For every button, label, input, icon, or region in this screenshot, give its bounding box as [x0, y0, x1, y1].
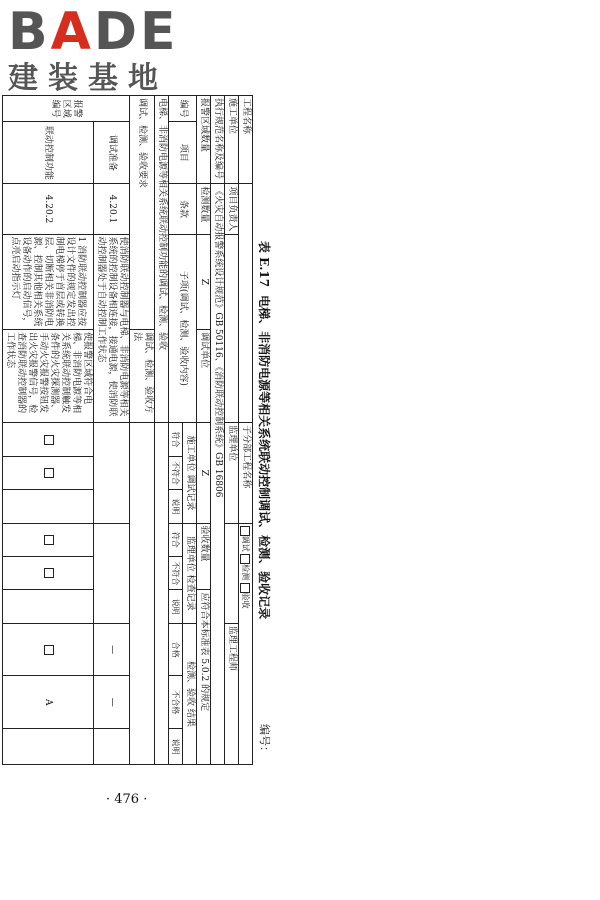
project-name-label: 工程名称 [239, 96, 253, 184]
debug-unit-label: 调试单位 [197, 330, 211, 423]
logo-subtitle: 建装基地 [8, 61, 168, 96]
project-name-value[interactable] [239, 184, 253, 423]
supervision-conform-check[interactable] [3, 523, 94, 556]
standard-note: 应符合本标准表 5.0.2 的规定 [197, 590, 211, 765]
standard-label: 执行规范名称及编号 [211, 96, 225, 184]
section-title: 电梯、非消防电源等相关系统联动控制功能的调试、检测、验收 [155, 96, 169, 423]
row-clause: 4.20.1 [94, 184, 130, 234]
row-section-sub [130, 96, 155, 765]
construction-record-header: 施工单位 调试记录 [183, 423, 197, 523]
project-manager-value[interactable] [225, 234, 239, 423]
row-requirement: 1 消防联动控制器应按设计文件的规定发出控制电梯停于首层或转换层、切断相关非消防电源、控制其他相关系统设备动作的启动信号，点亮启动指示灯 [3, 234, 94, 330]
row-section [155, 96, 169, 765]
row-note-blank [94, 729, 130, 765]
nonconform-header-2: 不符合 [169, 557, 183, 590]
checkbox-inspect[interactable] [240, 554, 250, 564]
row-method: 使报警区域符合电梯、非消防电源等相关系统联动控制触发条件的火灾探测器、手动火灾报警按钮发出火灾报警信号，检查消防联动控制器的工作状态 [3, 330, 94, 423]
section-blank [155, 423, 169, 765]
construction-nonconform-check[interactable] [3, 456, 94, 489]
alarm-zone-number-label: 报警区域编号 [3, 96, 130, 122]
row-clause: 4.20.2 [3, 184, 94, 234]
result-mark: A [3, 676, 94, 729]
row-quantities [197, 96, 211, 765]
table-row [3, 96, 94, 765]
row-construction-blank [94, 423, 130, 523]
record-form [5, 95, 275, 765]
logo-brand [8, 4, 179, 60]
fail-header: 不合格 [169, 676, 183, 729]
row-project [239, 96, 253, 765]
alarm-zone-qty-label: 报警区域数量 [197, 96, 211, 184]
nonconform-header: 不符合 [169, 456, 183, 489]
supervision-unit-label: 监理单位 [225, 423, 239, 523]
result-header: 检测、验收 结果 [183, 623, 197, 764]
form-title [256, 95, 273, 765]
construction-conform-check[interactable] [3, 423, 94, 456]
note-header: 说明 [169, 729, 183, 765]
supervision-nonconform-check[interactable] [3, 557, 94, 590]
logo-accent-letter: A [50, 2, 94, 62]
row-requirement: 使消防联动控制器与电梯、非消防电源等相关系统的控制设备相连接，接通电源，使消防联动控制器处于自动控制工作状态 [94, 234, 130, 423]
supervision-record-header: 监理单位 检查记录 [183, 523, 197, 623]
check-qty-value: Z [197, 234, 211, 330]
check-qty-label: 检测数量 [197, 184, 211, 234]
row-construction [225, 96, 239, 765]
checkbox-debug[interactable] [240, 526, 250, 536]
clause-header: 条款 [169, 184, 197, 234]
accept-qty-label: 验收数量 [197, 523, 211, 590]
check-options: 调试 检测 验收 [239, 523, 253, 764]
table-row [94, 96, 130, 765]
conform-header: 符合 [169, 423, 183, 456]
remark-header-2: 说明 [169, 590, 183, 623]
row-item: 调试准备 [94, 122, 130, 184]
number-label: 编号： [258, 724, 271, 757]
project-manager-label: 项目负责人 [225, 184, 239, 234]
subitem-header: 子项(调试、检测、验收内容) [169, 234, 197, 423]
construction-remark[interactable] [3, 490, 94, 523]
section-sub-blank [130, 423, 155, 765]
bade-logo [8, 4, 179, 96]
standard-value: 《火灾自动报警系统设计规范》GB 50116、《消防联动控制系统》GB 16806 [211, 184, 225, 765]
result-note[interactable] [3, 729, 94, 765]
logo-letters: DE [93, 2, 179, 62]
accept-qty-value: Z [197, 423, 211, 523]
pass-header: 合格 [169, 623, 183, 676]
supervision-engineer-label: 监理工程师 [225, 623, 239, 764]
construction-unit-label: 施工单位 [225, 96, 239, 184]
row-standard [211, 96, 225, 765]
page-number: · 476 · [106, 792, 148, 807]
item-header: 项目 [169, 122, 197, 184]
row-column-heads [183, 96, 197, 765]
section-method: 调试、检测、验收方法 [130, 330, 155, 423]
row-dash-2: — [94, 676, 130, 729]
supervision-remark[interactable] [3, 590, 94, 623]
row-supervision-blank [94, 523, 130, 623]
conform-header-2: 符合 [169, 523, 183, 556]
subproject-label: 子分部工程名称 [239, 423, 253, 523]
logo-letter: B [8, 2, 51, 62]
title-text: 电梯、非消防电源等相关系统联动控制调试、检测、验收记录 [257, 295, 271, 620]
row-item: 联动控制功能 [3, 122, 94, 184]
supervision-unit-value[interactable] [225, 523, 239, 623]
remark-header: 说明 [169, 490, 183, 523]
table-code: 表 E.17 [257, 240, 271, 288]
result-pass-check[interactable] [3, 623, 94, 676]
section-subtitle: 调试、检测、验收要求 [130, 96, 155, 330]
record-table [2, 95, 253, 765]
seq-header: 编号 [169, 96, 197, 122]
checkbox-accept[interactable] [240, 583, 250, 593]
row-dash-1: — [94, 623, 130, 676]
